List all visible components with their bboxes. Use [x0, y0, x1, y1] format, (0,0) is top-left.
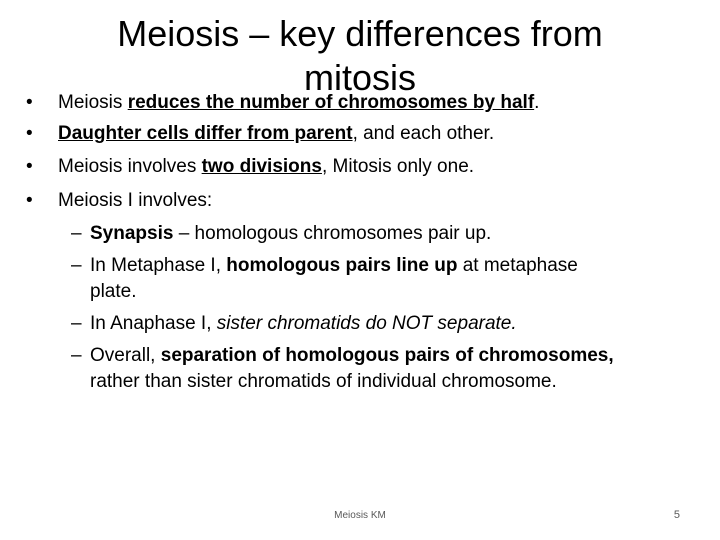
- emphasis-text: homologous pairs line up: [226, 255, 458, 276]
- bullet-marker: •: [26, 190, 33, 211]
- bullet-2: Daughter cells differ from parent, and each other.: [58, 123, 495, 144]
- emphasis-text: separation of homologous pairs of chromosomes,: [160, 345, 614, 366]
- sub-bullet-marker: –: [71, 223, 82, 244]
- sub-item-4: Overall, separation of homologous pairs of chromosomes,: [90, 345, 614, 366]
- sub-item-3: In Anaphase I, sister chromatids do NOT separate.: [90, 313, 517, 334]
- emphasis-text: two divisions: [201, 156, 322, 177]
- emphasis-text: reduces the number of chromosomes by half: [127, 92, 535, 113]
- slide-title-line-1: Meiosis – key differences from: [117, 13, 603, 54]
- bullet-1: Meiosis reduces the number of chromosomes by half.: [58, 92, 540, 113]
- emphasis-text: sister chromatids do NOT separate: [216, 313, 512, 334]
- sub-item-2: In Metaphase I, homologous pairs line up at metaphase: [90, 255, 578, 276]
- bullet-marker: •: [26, 123, 33, 144]
- sub-bullet-marker: –: [71, 255, 82, 276]
- sub-item-2-continuation: plate.: [90, 281, 137, 302]
- bullet-marker: •: [26, 156, 33, 177]
- bullet-3: Meiosis involves two divisions, Mitosis only one.: [58, 156, 475, 177]
- slide-title-line-2: mitosis: [303, 57, 416, 98]
- bullet-4: Meiosis I involves:: [58, 190, 213, 211]
- sub-bullet-marker: –: [71, 313, 82, 334]
- page-number: 5: [673, 509, 680, 521]
- bullet-marker: •: [26, 92, 33, 113]
- sub-item-1: Synapsis – homologous chromosomes pair up.: [90, 223, 492, 244]
- emphasis-text: Synapsis: [90, 223, 174, 244]
- sub-bullet-marker: –: [71, 345, 82, 366]
- slide-footer: Meiosis KM: [334, 510, 386, 521]
- sub-item-4-continuation: rather than sister chromatids of individual chromosome.: [90, 371, 557, 392]
- emphasis-text: Daughter cells differ from parent: [58, 123, 353, 144]
